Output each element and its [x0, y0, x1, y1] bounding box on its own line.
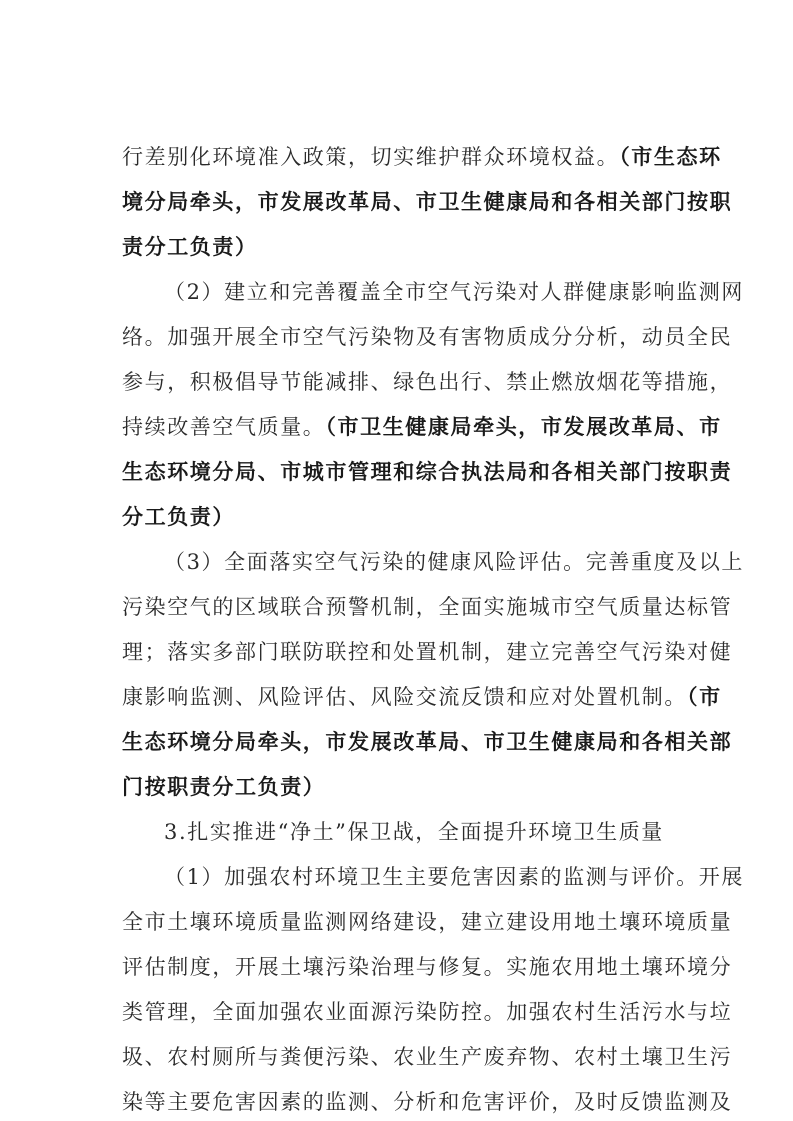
body-line-20: [122, 997, 733, 1027]
text-segment-bold: 生态环境分局、市城市管理和综合执法局和各相关部门按职责: [122, 459, 733, 484]
text-segment-bold: （市: [687, 684, 722, 709]
text-segment: （2）建立和完善覆盖全市空气污染对人群健康影响监测网: [164, 280, 744, 304]
body-line-4: [164, 277, 744, 307]
body-line-12: [122, 637, 733, 667]
body-line-3: [122, 232, 714, 262]
body-line-2: [122, 187, 733, 217]
text-segment: 评估制度，开展土壤污染治理与修复。实施农用地土壤环境分: [122, 955, 733, 979]
text-segment: 3.扎实推进“净土”保卫战，全面提升环境卫生质量: [164, 820, 664, 844]
text-segment-bold: 分工负责）: [122, 504, 235, 529]
text-segment-bold: （市生态环: [619, 144, 722, 169]
body-line-7: [122, 412, 722, 442]
text-segment: 类管理，全面加强农业面源污染防控。加强农村生活污水与垃: [122, 1000, 733, 1024]
body-line-10: [164, 547, 744, 577]
text-segment: 理；落实多部门联防联控和处置机制，建立完善空气污染对健: [122, 640, 733, 664]
body-line-1: [122, 142, 722, 172]
body-line-13: [122, 682, 722, 712]
text-segment-bold: 境分局牵头，市发展改革局、市卫生健康局和各相关部门按职: [122, 189, 733, 214]
text-segment: 污染空气的区域联合预警机制，全面实施城市空气质量达标管: [122, 595, 733, 619]
body-line-21: [122, 1042, 733, 1072]
text-segment: 参与，积极倡导节能减排、绿色出行、禁止燃放烟花等措施，: [122, 370, 733, 394]
text-segment-bold: 生态环境分局牵头，市发展改革局、市卫生健康局和各相关部: [122, 729, 733, 754]
body-line-17: [164, 862, 744, 892]
body-line-6: [122, 367, 733, 397]
text-segment: 持续改善空气质量。: [122, 415, 326, 439]
text-segment: 圾、农村厕所与粪便污染、农业生产废弃物、农村土壤卫生污: [122, 1045, 733, 1069]
text-segment-bold: （市卫生健康局牵头，市发展改革局、市: [325, 414, 722, 439]
text-segment-bold: 门按职责分工负责）: [122, 774, 326, 799]
text-segment: 染等主要危害因素的监测、分析和危害评价，及时反馈监测及: [122, 1090, 733, 1114]
text-segment: （1）加强农村环境卫生主要危害因素的监测与评价。开展: [164, 865, 744, 889]
text-segment: 康影响监测、风险评估、风险交流反馈和应对处置机制。: [122, 685, 687, 709]
text-segment: 络。加强开展全市空气污染物及有害物质成分分析，动员全民: [122, 325, 733, 349]
body-line-8: [122, 457, 733, 487]
text-segment: （3）全面落实空气污染的健康风险评估。完善重度及以上: [164, 550, 744, 574]
body-line-15: [122, 772, 714, 802]
body-line-11: [122, 592, 733, 622]
body-line-9: [122, 502, 714, 532]
body-line-14: [122, 727, 733, 757]
text-segment: 全市土壤环境质量监测网络建设，建立建设用地土壤环境质量: [122, 910, 733, 934]
section-heading: [164, 817, 714, 847]
text-segment: 行差别化环境准入政策，切实维护群众环境权益。: [122, 145, 620, 169]
body-line-18: [122, 907, 733, 937]
body-line-22: [122, 1087, 733, 1117]
body-line-5: [122, 322, 733, 352]
text-segment-bold: 责分工负责）: [122, 234, 258, 259]
body-line-19: [122, 952, 733, 982]
